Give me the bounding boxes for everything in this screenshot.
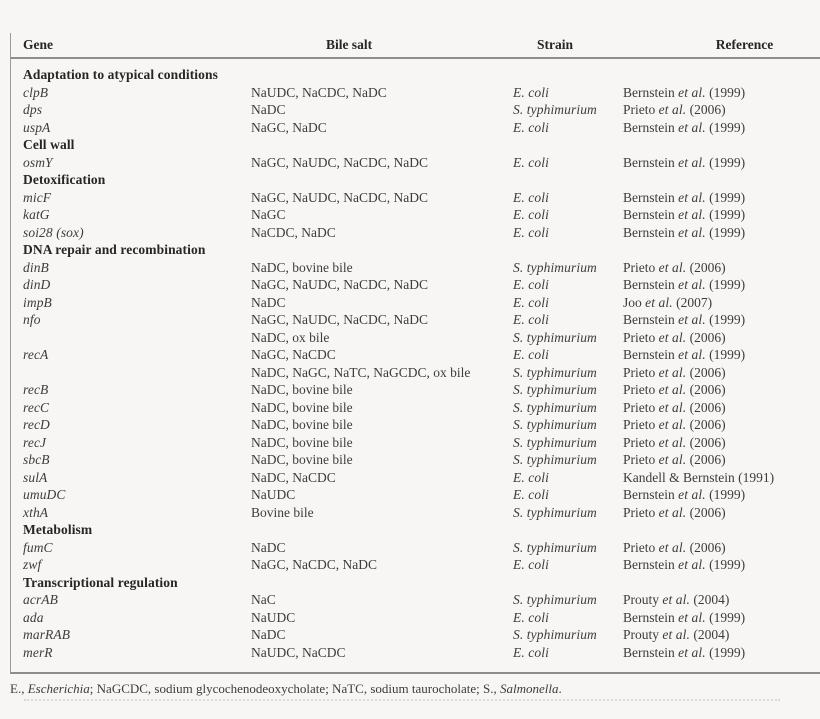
table-row (11, 119, 820, 137)
table-row (11, 224, 820, 242)
strain-cell: S. typhimurium (513, 592, 597, 607)
reference-cell: Prieto et al. (2006) (623, 259, 726, 275)
gene-cell: recA (23, 347, 49, 362)
gene-cell: osmY (23, 154, 53, 170)
strain-cell: S. typhimurium (513, 504, 597, 520)
section-label: Metabolism (23, 522, 93, 537)
gene-cell: acrAB (23, 592, 58, 607)
bile-salt-cell: NaUDC, NaCDC, NaDC (251, 84, 387, 100)
bile-salt-cell: NaGC (251, 207, 286, 222)
reference-cell: Bernstein et al. (1999) (623, 609, 746, 625)
reference-cell: Bernstein et al. (1999) (623, 189, 746, 205)
bile-salt-cell: NaDC, bovine bile (251, 417, 353, 432)
strain-cell: E. coli (513, 277, 549, 292)
table-header-row (11, 33, 820, 59)
gene-cell: dinB (23, 259, 49, 275)
bile-salt-cell: NaUDC, NaCDC (251, 644, 346, 660)
strain-cell: E. coli (513, 84, 549, 100)
reference-cell: Prieto et al. (2006) (623, 504, 726, 520)
table-row (11, 644, 820, 662)
bile-salt-cell: NaGC, NaDC (251, 119, 327, 135)
gene-cell: uspA (23, 119, 51, 135)
reference-cell: Prieto et al. (2006) (623, 102, 726, 117)
bile-salt-cell: NaDC, NaGC, NaTC, NaGCDC, ox bile (251, 364, 471, 380)
table-row (11, 294, 820, 312)
bile-salt-cell: NaDC, NaCDC (251, 469, 336, 485)
gene-cell: sulA (23, 469, 48, 485)
table-row (11, 154, 820, 172)
gene-cell: recC (23, 399, 50, 415)
reference-cell: Bernstein et al. (1999) (623, 487, 746, 502)
table-footnote (10, 681, 814, 696)
reference-cell: Kandell & Bernstein (1991) (623, 469, 775, 485)
strain-cell: E. coli (513, 557, 549, 572)
reference-cell: Bernstein et al. (1999) (623, 207, 746, 222)
gene-cell: micF (23, 189, 52, 205)
table-row (11, 329, 820, 347)
strain-cell: E. coli (513, 469, 549, 485)
gene-cell: dinD (23, 277, 51, 292)
column-header-gene: Gene (23, 37, 53, 52)
bile-salt-cell: NaGC, NaUDC, NaCDC, NaDC (251, 312, 428, 327)
table-row (11, 84, 820, 102)
section-label: Detoxification (23, 172, 106, 187)
reference-cell: Bernstein et al. (1999) (623, 557, 746, 572)
strain-cell: E. coli (513, 487, 549, 502)
bile-salt-cell: NaDC, ox bile (251, 329, 330, 345)
reference-cell: Prieto et al. (2006) (623, 329, 726, 345)
table-row (11, 504, 820, 522)
table-row (11, 469, 820, 487)
reference-cell: Bernstein et al. (1999) (623, 119, 746, 135)
table-row (11, 486, 820, 504)
reference-cell: Prouty et al. (2004) (623, 592, 730, 607)
bile-salt-cell: NaDC (251, 627, 286, 642)
gene-cell: recB (23, 382, 49, 397)
section-header-row (11, 241, 820, 259)
bile-salt-cell: NaUDC (251, 609, 296, 625)
footnote-text: ; NaGCDC, sodium glycochenodeoxycholate; NaTC, sodium taurocholate; S., (89, 681, 500, 696)
table-row (11, 626, 820, 644)
gene-cell: soi28 (sox) (23, 224, 84, 240)
strain-cell: S. typhimurium (513, 627, 597, 642)
table-row (11, 189, 820, 207)
reference-cell: Bernstein et al. (1999) (623, 224, 746, 240)
strain-cell: E. coli (513, 644, 549, 660)
table-row (11, 556, 820, 574)
column-header-bile-salt: Bile salt (325, 37, 373, 52)
footnote-italic-term: Salmonella (499, 681, 559, 696)
gene-cell: fumC (23, 539, 53, 555)
strain-cell: S. typhimurium (513, 434, 597, 450)
strain-cell: S. typhimurium (513, 329, 597, 345)
strain-cell: S. typhimurium (513, 399, 597, 415)
column-header-strain: Strain (536, 37, 573, 52)
bile-salt-cell: NaDC, bovine bile (251, 259, 353, 275)
section-header-row (11, 66, 820, 84)
reference-cell: Bernstein et al. (1999) (623, 312, 746, 327)
table-row (11, 259, 820, 277)
section-header-row (11, 521, 820, 539)
section-label: Transcriptional regulation (23, 574, 178, 590)
table-row (11, 609, 820, 627)
section-label: Adaptation to atypical conditions (23, 67, 218, 82)
strain-cell: E. coli (513, 347, 549, 362)
strain-cell: S. typhimurium (513, 417, 597, 432)
gene-cell: impB (23, 294, 52, 310)
gene-cell: recJ (23, 434, 47, 450)
reference-cell: Bernstein et al. (1999) (623, 277, 746, 292)
cropped-text-artifact (24, 699, 780, 701)
reference-cell: Bernstein et al. (1999) (623, 644, 746, 660)
strain-cell: S. typhimurium (513, 364, 597, 380)
gene-cell: umuDC (23, 487, 66, 502)
bile-salt-cell: NaGC, NaUDC, NaCDC, NaDC (251, 189, 428, 205)
gene-cell: sbcB (23, 452, 50, 467)
bile-salt-cell: NaCDC, NaDC (251, 224, 336, 240)
bile-salt-cell: NaDC, bovine bile (251, 382, 353, 397)
bile-salt-cell: NaDC (251, 539, 286, 555)
table-row (11, 276, 820, 294)
strain-cell: E. coli (513, 609, 549, 625)
gene-cell: merR (23, 644, 53, 660)
reference-cell: Bernstein et al. (1999) (623, 84, 746, 100)
table-row (11, 364, 820, 382)
bile-salt-gene-table (10, 33, 820, 674)
section-header-row (11, 574, 820, 592)
section-header-row (11, 136, 820, 154)
column-header-reference: Reference (715, 37, 774, 52)
table-row (11, 451, 820, 469)
gene-cell: xthA (23, 504, 49, 520)
bile-salt-cell: Bovine bile (251, 504, 314, 520)
reference-cell: Joo et al. (2007) (623, 294, 713, 310)
bile-salt-cell: NaDC (251, 102, 286, 117)
reference-cell: Prieto et al. (2006) (623, 452, 726, 467)
gene-cell: nfo (23, 312, 41, 327)
footnote-italic-term: Escherichia (27, 681, 90, 696)
gene-cell: zwf (23, 557, 42, 572)
gene-cell: marRAB (23, 627, 71, 642)
strain-cell: S. typhimurium (513, 102, 597, 117)
strain-cell: S. typhimurium (513, 259, 597, 275)
gene-cell: recD (23, 417, 50, 432)
table-row (11, 311, 820, 329)
section-header-row (11, 171, 820, 189)
strain-cell: E. coli (513, 294, 549, 310)
gene-cell: katG (23, 207, 50, 222)
bile-salt-cell: NaGC, NaUDC, NaCDC, NaDC (251, 277, 428, 292)
table-row (11, 399, 820, 417)
bile-salt-cell: NaDC (251, 294, 286, 310)
strain-cell: E. coli (513, 119, 549, 135)
table-row (11, 539, 820, 557)
strain-cell: E. coli (513, 154, 549, 170)
section-label: Cell wall (23, 137, 75, 152)
reference-cell: Prieto et al. (2006) (623, 399, 726, 415)
table-row (11, 591, 820, 609)
gene-cell: clpB (23, 84, 49, 100)
strain-cell: E. coli (513, 207, 549, 222)
table-row (11, 381, 820, 399)
bile-salt-cell: NaDC, bovine bile (251, 452, 353, 467)
reference-cell: Prieto et al. (2006) (623, 539, 726, 555)
gene-cell (11, 329, 251, 347)
bile-salt-cell: NaUDC (251, 487, 296, 502)
table-row (11, 101, 820, 119)
section-label: DNA repair and recombination (23, 242, 206, 257)
gene-cell (11, 364, 251, 382)
table-row (11, 434, 820, 452)
gene-cell: ada (23, 609, 44, 625)
reference-cell: Prieto et al. (2006) (623, 434, 726, 450)
bile-salt-cell: NaGC, NaUDC, NaCDC, NaDC (251, 154, 428, 170)
table-row (11, 416, 820, 434)
reference-cell: Prieto et al. (2006) (623, 382, 726, 397)
reference-cell: Prieto et al. (2006) (623, 364, 726, 380)
table-row (11, 346, 820, 364)
footnote-text: E., (10, 681, 28, 696)
strain-cell: E. coli (513, 189, 549, 205)
bile-salt-cell: NaC (251, 592, 276, 607)
gene-cell: dps (23, 102, 43, 117)
bile-salt-cell: NaDC, bovine bile (251, 434, 353, 450)
table-body (11, 59, 820, 672)
strain-cell: E. coli (513, 224, 549, 240)
strain-cell: E. coli (513, 312, 549, 327)
table-row (11, 206, 820, 224)
reference-cell: Bernstein et al. (1999) (623, 347, 746, 362)
reference-cell: Prouty et al. (2004) (623, 627, 730, 642)
reference-cell: Prieto et al. (2006) (623, 417, 726, 432)
strain-cell: S. typhimurium (513, 382, 597, 397)
strain-cell: S. typhimurium (513, 452, 597, 467)
reference-cell: Bernstein et al. (1999) (623, 154, 746, 170)
footnote-text: . (558, 681, 562, 696)
bile-salt-cell: NaGC, NaCDC, NaDC (251, 557, 377, 572)
strain-cell: S. typhimurium (513, 539, 597, 555)
bile-salt-cell: NaGC, NaCDC (251, 347, 336, 362)
bile-salt-cell: NaDC, bovine bile (251, 399, 353, 415)
